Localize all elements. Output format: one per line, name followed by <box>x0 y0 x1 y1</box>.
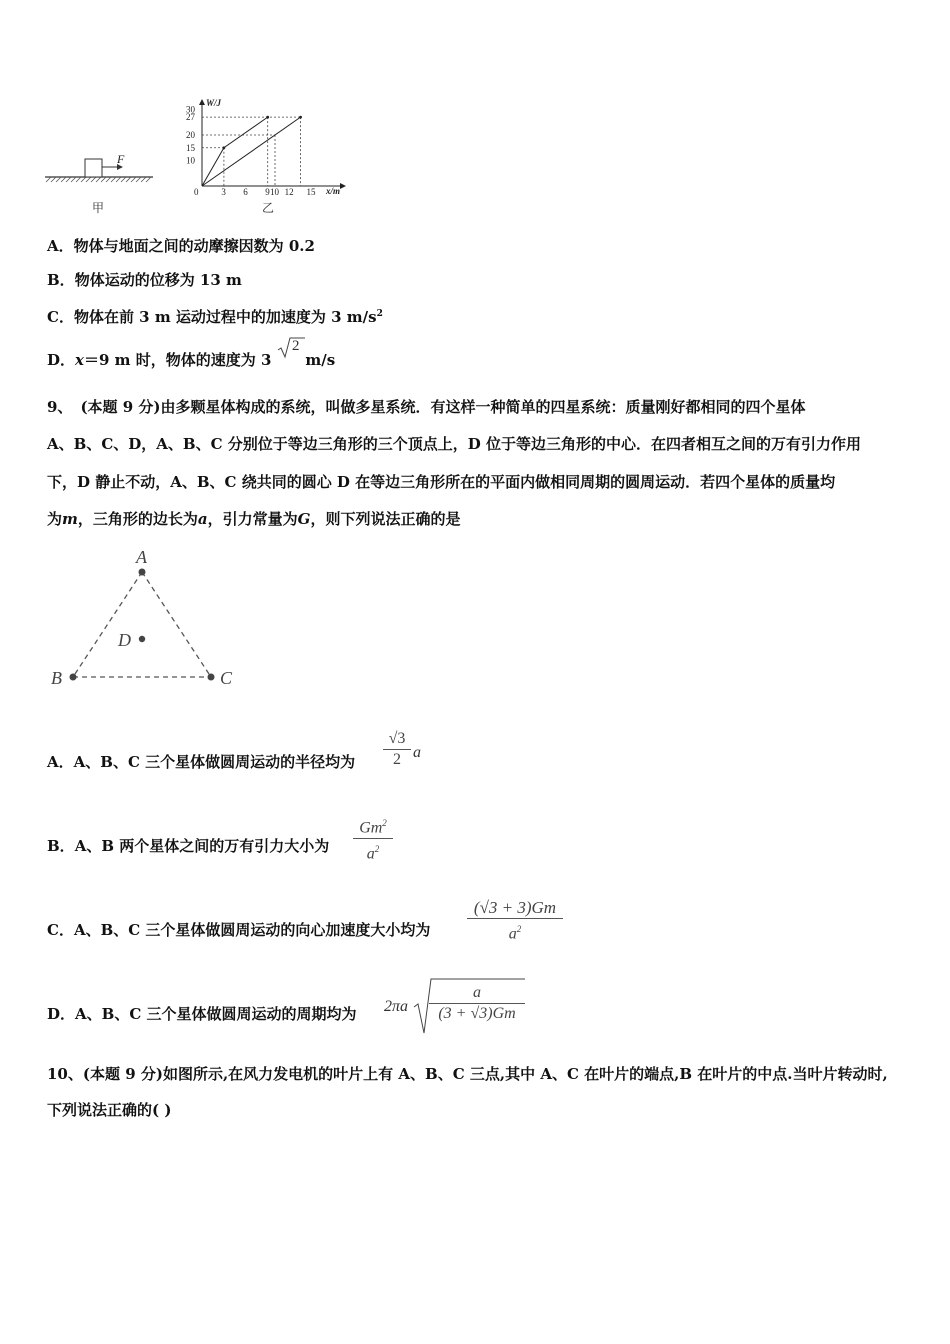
q9-stem-line-3: 下，D 静止不动，A、B、C 绕共同的圆心 D 在等边三角形所在的平面内做相同周期的圆周运动．若四个星体的质量均 <box>47 473 836 491</box>
option-letter: C． <box>47 921 74 939</box>
acceleration-fraction <box>467 898 563 944</box>
stem-text: ，引力常量为 <box>207 510 298 528</box>
stem-text: (本题 9 分)如图所示,在风力发电机的叶片上有 A、B、C 三点,其中 A、C 在叶片的端点,B 在叶片的中点.当叶片转动时, <box>82 1065 888 1083</box>
y-tick-label: 15 <box>186 142 195 153</box>
force-label: F <box>117 152 125 166</box>
q8-option-a[interactable] <box>47 236 315 256</box>
label-b: B <box>51 668 62 688</box>
option-letter: D． <box>47 1005 76 1023</box>
block <box>85 159 102 177</box>
y-tick-label: 30 <box>186 104 195 115</box>
option-letter: B． <box>47 271 75 289</box>
fraction-denominator: a <box>366 845 375 863</box>
figure-jia <box>40 150 160 220</box>
x-tick-label: 3 <box>221 187 226 197</box>
period-fraction <box>429 983 525 1024</box>
figure-caption-jia: 甲 <box>92 201 105 215</box>
option-letter: A． <box>47 237 74 255</box>
figure-caption-yi: 乙 <box>262 201 275 215</box>
stem-text: ，三角形的边长为 <box>77 510 198 528</box>
q9-option-d[interactable] <box>47 1004 357 1024</box>
point-c <box>208 674 215 681</box>
option-letter: C． <box>47 308 74 326</box>
question-number: 10、 <box>47 1065 83 1083</box>
series-upper-point <box>266 116 269 119</box>
series-lower-line <box>202 117 301 186</box>
radicand: 2 <box>292 338 300 354</box>
fraction-tail: a <box>413 744 421 761</box>
series-upper-line <box>202 117 268 186</box>
option-letter: D． <box>47 351 76 369</box>
option-text: A、B、C 三个星体做圆周运动的向心加速度大小均为 <box>73 921 431 939</box>
option-text: 物体运动的位移为 13 m <box>74 271 242 289</box>
stem-text: ，则下列说法正确的是 <box>310 510 461 528</box>
option-text: A、B、C 三个星体做圆周运动的周期均为 <box>75 1005 357 1023</box>
q8-option-b[interactable] <box>47 270 242 290</box>
denominator-exponent: 2 <box>374 844 380 855</box>
fraction-numerator: Gm <box>359 819 383 837</box>
y-tick-label: 20 <box>186 130 195 140</box>
variable-m: m <box>62 510 78 528</box>
q10-stem-line-2: 下列说法正确的( ) <box>47 1101 172 1119</box>
option-variable: x <box>75 351 84 369</box>
q9-stem-line-4 <box>47 509 460 529</box>
point-d <box>139 636 145 642</box>
point-a <box>139 569 146 576</box>
gravity-fraction <box>353 813 393 865</box>
option-letter: B． <box>47 837 75 855</box>
option-text: A、B、C 三个星体做圆周运动的半径均为 <box>73 753 356 771</box>
period-prefix: 2πa <box>384 998 409 1015</box>
variable-a: a <box>197 510 208 528</box>
work-displacement-chart <box>178 94 353 219</box>
q9-option-c[interactable] <box>47 920 430 940</box>
side-ab <box>73 572 142 677</box>
y-tick-label: 10 <box>186 155 195 166</box>
x-tick-label: 6 <box>243 187 248 197</box>
radius-fraction <box>383 729 411 770</box>
series-lower-point <box>299 116 302 119</box>
y-axis-label: W/J <box>206 98 222 108</box>
q9-stem-line-1 <box>47 397 806 417</box>
option-superscript: 2 <box>376 309 383 319</box>
side-ac <box>142 572 211 677</box>
origin-label: 0 <box>194 187 199 197</box>
series-upper-point <box>223 146 226 149</box>
option-text: ＝9 m 时，物体的速度为 3 <box>83 351 272 369</box>
stem-text: 为 <box>47 510 63 528</box>
numerator-exponent: 2 <box>382 818 387 828</box>
stem-text: (本题 9 分)由多颗星体构成的系统，叫做多星系统．有这样一种简单的四星系统：质量刚好都相同的四个星体 <box>80 398 806 416</box>
block-on-ground-diagram <box>40 150 160 220</box>
sqrt2-radical <box>277 336 307 360</box>
triangle-figure <box>44 543 244 693</box>
q9-option-b[interactable] <box>47 836 329 856</box>
fraction-denominator: (3 + √3)Gm <box>438 1005 516 1022</box>
y-tick-label: 27 <box>186 112 195 123</box>
figure-yi <box>178 94 353 219</box>
x-tick-label: 12 <box>284 187 294 197</box>
fraction-numerator: (√3 + 3)Gm <box>473 898 557 917</box>
option-unit: m/s <box>305 351 336 369</box>
x-tick-label: 10 <box>270 187 279 197</box>
question-number: 9、 <box>47 398 73 416</box>
point-b <box>70 674 77 681</box>
fraction-denominator: 2 <box>393 751 401 768</box>
q9-stem-line-2: A、B、C、D，A、B、C 分别位于等边三角形的三个顶点上，D 位于等边三角形的中心．在四者相互之间的万有引力作用 <box>47 435 861 453</box>
variable-G: G <box>297 510 311 528</box>
option-text: 物体在前 3 m 运动过程中的加速度为 3 m/s <box>73 308 377 326</box>
option-text: 物体与地面之间的动摩擦因数为 0.2 <box>73 237 315 255</box>
fraction-numerator: a <box>473 984 481 1001</box>
q10-stem-line-1 <box>47 1064 888 1084</box>
x-tick-label: 9 <box>265 187 270 197</box>
x-axis-label: x/m <box>326 186 341 196</box>
fraction-denominator: a <box>508 925 517 943</box>
label-a: A <box>136 547 147 567</box>
equilateral-triangle-diagram <box>44 543 244 693</box>
option-letter: A． <box>47 753 74 771</box>
denominator-exponent: 2 <box>516 924 522 934</box>
label-c: C <box>220 668 233 688</box>
x-tick-label: 15 <box>306 187 316 197</box>
q8-option-c[interactable] <box>47 304 383 327</box>
label-d: D <box>118 630 131 650</box>
option-text: A、B 两个星体之间的万有引力大小为 <box>74 837 330 855</box>
q9-option-a[interactable] <box>47 752 355 772</box>
fraction-numerator: √3 <box>388 730 406 747</box>
